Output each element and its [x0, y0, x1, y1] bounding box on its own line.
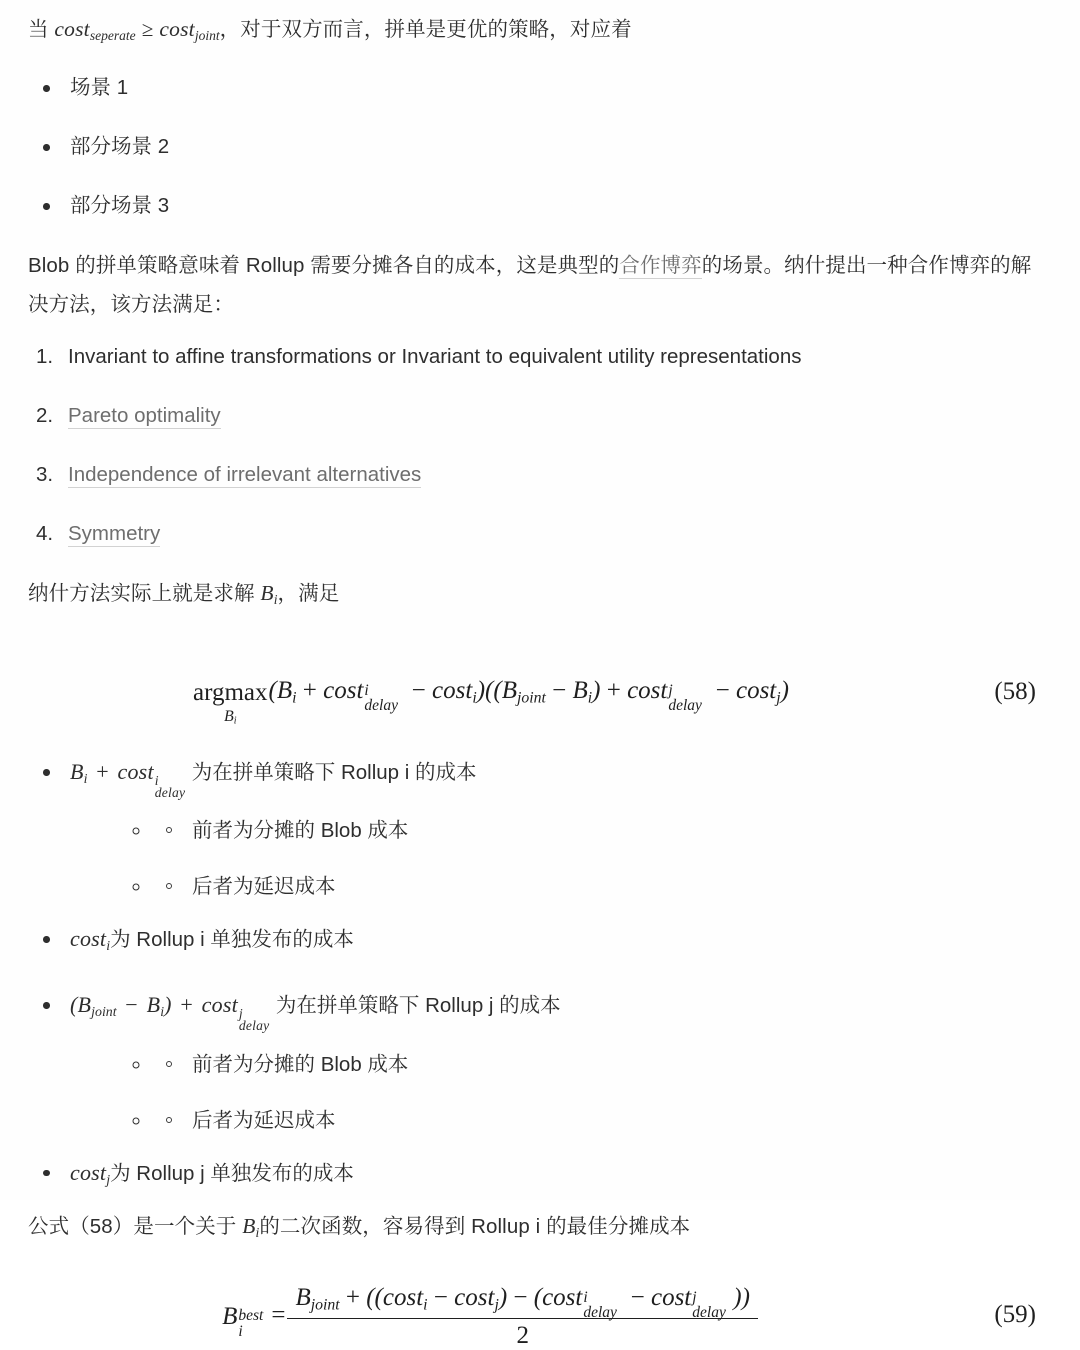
term-text-1: 为在拼单策略下 Rollup i 的成本 — [191, 761, 477, 785]
eq58-term-Bi-2: $B_i$ — [572, 676, 593, 707]
eq58-minus-3: − — [709, 676, 736, 704]
subitem-label: 前者为分摊的 Blob 成本 — [192, 1052, 409, 1076]
equation-58-spacer-top — [28, 623, 1050, 657]
list-item — [152, 816, 1050, 846]
quadratic-suffix: 的二次函数，容易得到 Rollup i 的最佳分摊成本 — [259, 1214, 691, 1238]
list-marker: 1. — [36, 345, 54, 369]
inline-math-Bi-2: $B_i$ — [242, 1213, 260, 1240]
term-subitems-3 — [112, 1050, 1050, 1136]
link-symmetry[interactable]: Symmetry — [68, 522, 161, 546]
equation-58-body — [28, 676, 954, 727]
eq58-plus-2: + — [600, 676, 628, 704]
intro-suffix: ，对于双方而言，拼单是更优的策略，对应着 — [219, 18, 632, 41]
eq58-term-cost-i: cost$_i$ — [432, 676, 477, 707]
link-independence-irrelevant-alternatives[interactable]: Independence of irrelevant alternatives — [68, 463, 422, 487]
eq59-fraction — [287, 1284, 757, 1350]
list-item — [28, 401, 1050, 431]
equation-59-body — [28, 1284, 954, 1350]
list-item — [28, 191, 1050, 221]
blob-text-part1: Blob 的拼单策略意味着 Rollup 需要分摊各自的成本，这是典型的 — [28, 254, 620, 278]
list-item — [152, 1050, 1050, 1080]
eq59-denominator: 2 — [516, 1321, 529, 1349]
term-explanations-list — [28, 757, 1050, 1195]
scenario-label: 部分场景 2 — [70, 135, 170, 159]
eq59-lhs: B best i — [222, 1302, 264, 1340]
list-item — [28, 73, 1050, 103]
eq58-term-cost-i-delay: cost i delay — [323, 676, 398, 714]
argmax-operator — [193, 678, 268, 727]
equation-58-spacer-bottom — [28, 727, 1050, 757]
list-marker: 2. — [36, 404, 54, 428]
eq59-numerator: $B_{joint} + ((\cos t_i - \cos t_j) - (\cos t$ i delay − cost j delay )) — [287, 1284, 757, 1319]
intro-prefix: 当 — [28, 18, 55, 41]
inline-math-Bi: $B_i$ — [260, 581, 278, 608]
link-cooperative-game[interactable]: 合作博弈 — [619, 254, 702, 278]
list-item — [28, 924, 1050, 961]
term-math-3: $(B_{joint} - B_i) + \cos t$ j delay — [70, 992, 270, 1034]
list-item — [28, 460, 1050, 490]
argmax-under: $B_i$ — [223, 707, 237, 727]
equation-59-row — [28, 1284, 1050, 1350]
eq58-minus-2: − — [545, 676, 573, 704]
list-item — [28, 757, 1050, 902]
subitem-label: 后者为延迟成本 — [192, 1108, 336, 1132]
term-text-2: 为 Rollup i 单独发布的成本 — [110, 928, 354, 952]
quadratic-prefix: 公式（58）是一个关于 — [28, 1214, 243, 1238]
eq58-term-Bi: $B_i$ — [276, 676, 297, 707]
argmax-label: argmax — [193, 678, 268, 706]
term-subitems-1 — [112, 816, 1050, 902]
blob-strategy-paragraph — [28, 246, 1050, 324]
nash-properties-list — [28, 342, 1050, 549]
scenario-label: 部分场景 3 — [70, 194, 170, 218]
eq59-equals: = — [271, 1301, 286, 1329]
eq58-plus-1: + — [296, 676, 324, 704]
eq58-minus-1: − — [405, 676, 433, 704]
eq58-paren-open: ( — [268, 676, 277, 704]
scenario-list — [28, 73, 1050, 221]
inline-math-cost-seperate: cost$_{seperate}$ ≥ cost$_{joint}$ — [54, 17, 220, 44]
eq58-term-cost-j: cost$_j$ — [735, 676, 781, 707]
eq58-paren-close-2: ) — [780, 676, 789, 704]
list-marker: 4. — [36, 522, 54, 546]
nash-solve-paragraph — [28, 574, 1050, 619]
list-item — [28, 132, 1050, 162]
equation-59-spacer-top — [28, 1256, 1050, 1284]
list-item — [28, 990, 1050, 1135]
link-pareto-optimality[interactable]: Pareto optimality — [68, 404, 221, 428]
eq58-paren-close-1: ) — [592, 676, 601, 704]
list-item — [28, 1158, 1050, 1195]
equation-59-tag: (59) — [994, 1300, 1036, 1328]
list-item — [152, 1106, 1050, 1136]
term-text-3: 为在拼单策略下 Rollup j 的成本 — [275, 994, 561, 1018]
term-text-4: 为 Rollup j 单独发布的成本 — [110, 1161, 354, 1185]
nash-solve-suffix: ，满足 — [277, 582, 340, 606]
nash-property-label: Invariant to affine transformations or Invariant to equivalent utility representations — [68, 345, 802, 369]
term-math-4: cost$_j$ — [70, 1159, 111, 1187]
quadratic-paragraph — [28, 1207, 1050, 1252]
equation-58-tag: (58) — [994, 678, 1036, 706]
intro-paragraph — [28, 10, 1050, 55]
subitem-label: 前者为分摊的 Blob 成本 — [192, 819, 409, 843]
nash-solve-prefix: 纳什方法实际上就是求解 — [28, 582, 261, 606]
term-math-2: cost$_i$ — [70, 926, 111, 954]
scenario-label: 场景 1 — [70, 76, 129, 100]
list-item — [152, 872, 1050, 902]
eq58-term-Bjoint: $B_{joint}$ — [501, 676, 546, 707]
list-item — [28, 342, 1050, 372]
blob-text-part2: 的场景。纳什提出一种合作博弈的解决方法，该方法满足： — [28, 254, 1032, 317]
eq58-term-cost-j-delay: cost j delay — [627, 676, 702, 714]
term-math-1: $B_i + \cos t$ i delay — [70, 759, 186, 801]
equation-58-row — [28, 657, 1050, 727]
list-item — [28, 519, 1050, 549]
list-marker: 3. — [36, 463, 54, 487]
eq58-paren-mid: )(( — [476, 676, 502, 704]
subitem-label: 后者为延迟成本 — [192, 875, 336, 899]
